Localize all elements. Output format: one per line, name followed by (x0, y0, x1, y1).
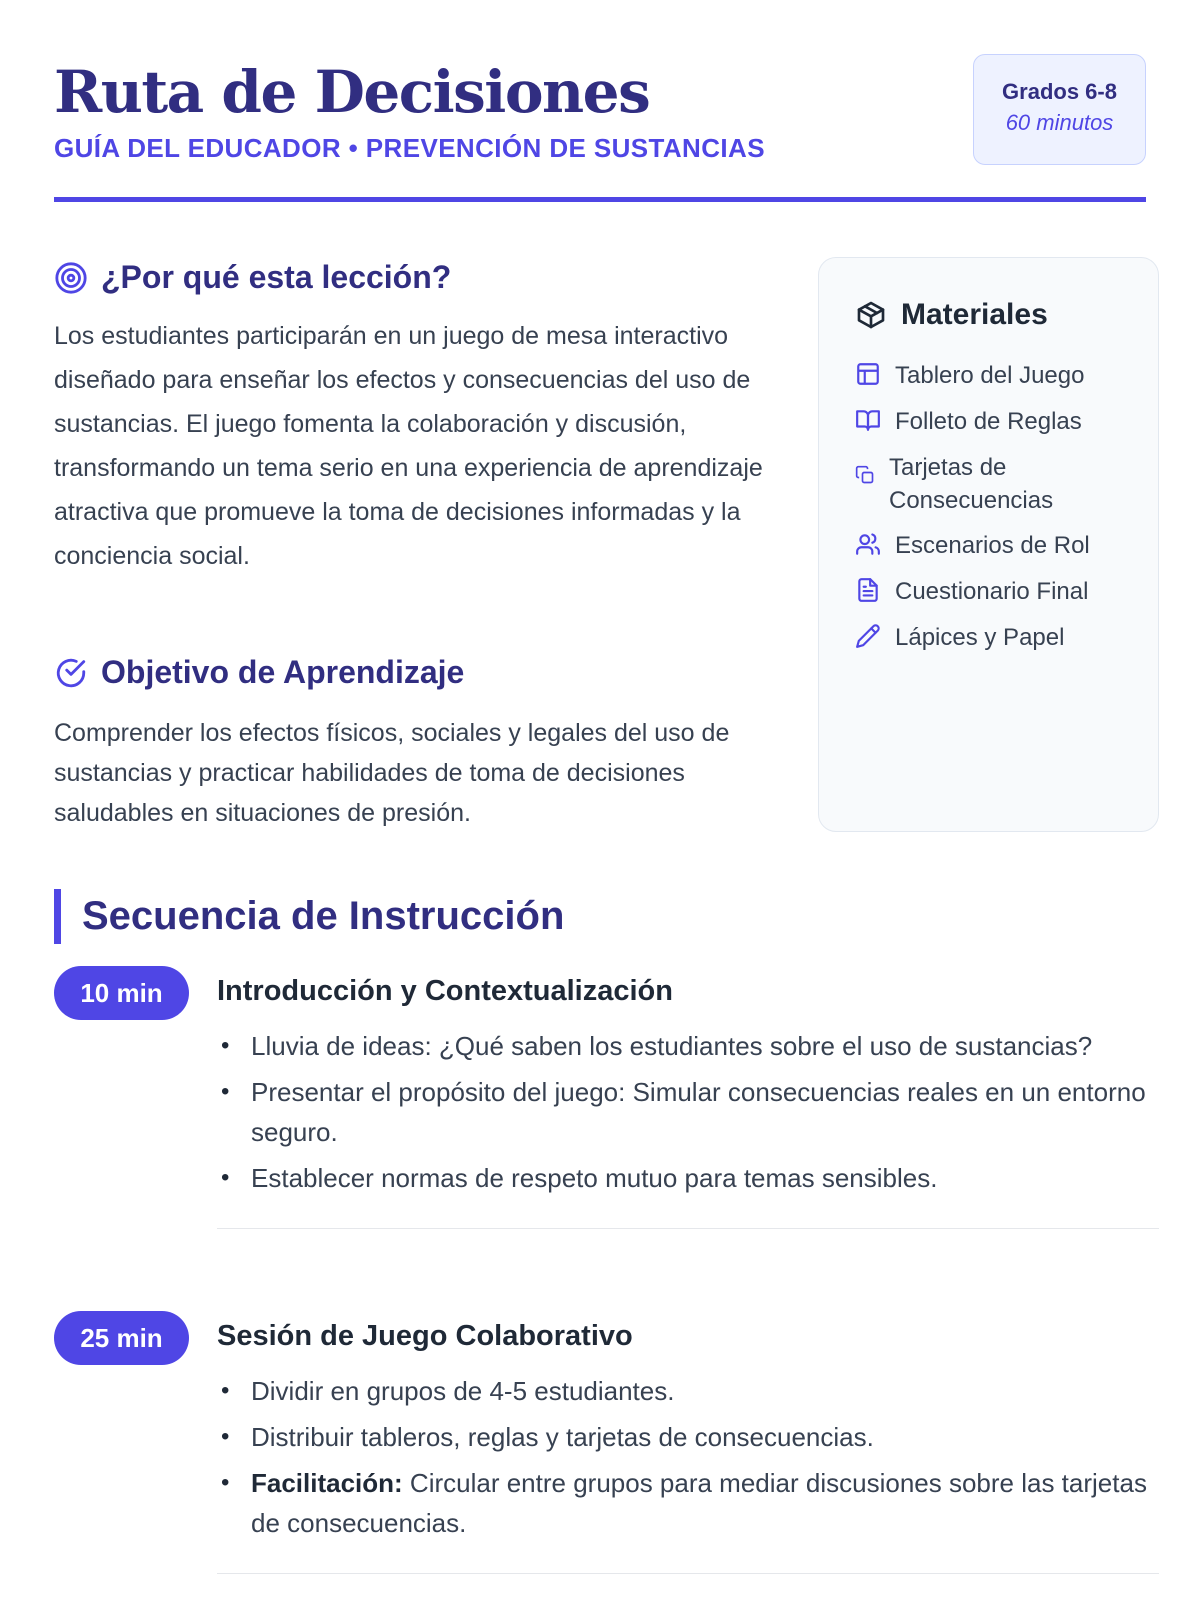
material-label: Cuestionario Final (895, 578, 1089, 605)
material-label: Escenarios de Rol (895, 532, 1090, 559)
materials-panel (818, 257, 1159, 832)
material-item (855, 575, 1145, 608)
material-item (855, 529, 1145, 562)
facilitation-label: Facilitación: (251, 1468, 403, 1498)
users-icon (855, 531, 881, 557)
objective-heading-text: Objetivo de Aprendizaje (101, 654, 465, 690)
objective-heading (54, 654, 464, 691)
material-item (855, 451, 1145, 517)
page-title: Ruta de Decisiones (54, 58, 650, 126)
layout-icon (855, 361, 881, 387)
material-label: Tablero del Juego (895, 362, 1085, 389)
list-item: • Lluvia de ideas: ¿Qué saben los estudiantes sobre el uso de sustancias? (217, 1026, 1159, 1066)
target-icon (54, 261, 88, 295)
check-circle-icon (54, 656, 88, 690)
copy-icon (855, 465, 875, 485)
material-item (855, 621, 1145, 654)
step-title: Sesión de Juego Colaborativo (217, 1320, 633, 1352)
step-bullet-list (217, 1371, 1159, 1574)
list-item: • Dividir en grupos de 4-5 estudiantes. (217, 1371, 1159, 1411)
file-text-icon (855, 577, 881, 603)
book-open-icon (855, 407, 881, 433)
list-item (217, 1463, 1159, 1543)
material-label: Folleto de Reglas (895, 408, 1082, 435)
objective-paragraph: Comprender los efectos físicos, sociales y legales del uso de sustancias y practicar habilidades de toma de decisiones saludables en situaciones de presión. (54, 719, 730, 827)
material-item (855, 359, 1145, 392)
why-heading (54, 259, 451, 296)
material-item (855, 405, 1145, 438)
lesson-duration: 60 minutos (1005, 110, 1114, 135)
list-item: • Presentar el propósito del juego: Simular consecuencias reales en un entorno seguro. (217, 1072, 1159, 1152)
list-item: • Distribuir tableros, reglas y tarjetas de consecuencias. (217, 1417, 1159, 1457)
package-icon (855, 299, 887, 331)
facilitation-text: Circular entre grupos para mediar discusiones sobre las tarjetas de consecuencias. (251, 1468, 1147, 1538)
materials-heading-text: Materiales (901, 298, 1048, 331)
materials-heading (855, 298, 1048, 332)
step-title: Introducción y Contextualización (217, 975, 673, 1007)
grade-level: Grados 6-8 (1002, 79, 1117, 104)
sequence-heading: Secuencia de Instrucción (54, 889, 564, 944)
material-label: Lápices y Papel (895, 624, 1065, 651)
step-time-badge: 10 min (54, 966, 189, 1020)
why-heading-text: ¿Por qué esta lección? (101, 259, 452, 295)
material-label: Tarjetas de Consecuencias (889, 454, 1054, 514)
grade-badge (973, 54, 1146, 165)
step-bullet-list (217, 1026, 1159, 1229)
page-header (54, 54, 1146, 202)
page-subtitle: GUÍA DEL EDUCADOR • PREVENCIÓN DE SUSTANCIAS (54, 133, 765, 163)
step-time-badge: 25 min (54, 1311, 189, 1365)
pencil-icon (855, 623, 881, 649)
why-paragraph: Los estudiantes participarán en un juego de mesa interactivo diseñado para enseñar los efectos y consecuencias del uso de sustancias. El juego fomenta la colaboración y discusión, transformando un tema serio en una experiencia de aprendizaje atractiva que promueve la toma de decisiones informadas y la conciencia social. (54, 322, 763, 570)
list-item: • Establecer normas de respeto mutuo para temas sensibles. (217, 1158, 1159, 1198)
